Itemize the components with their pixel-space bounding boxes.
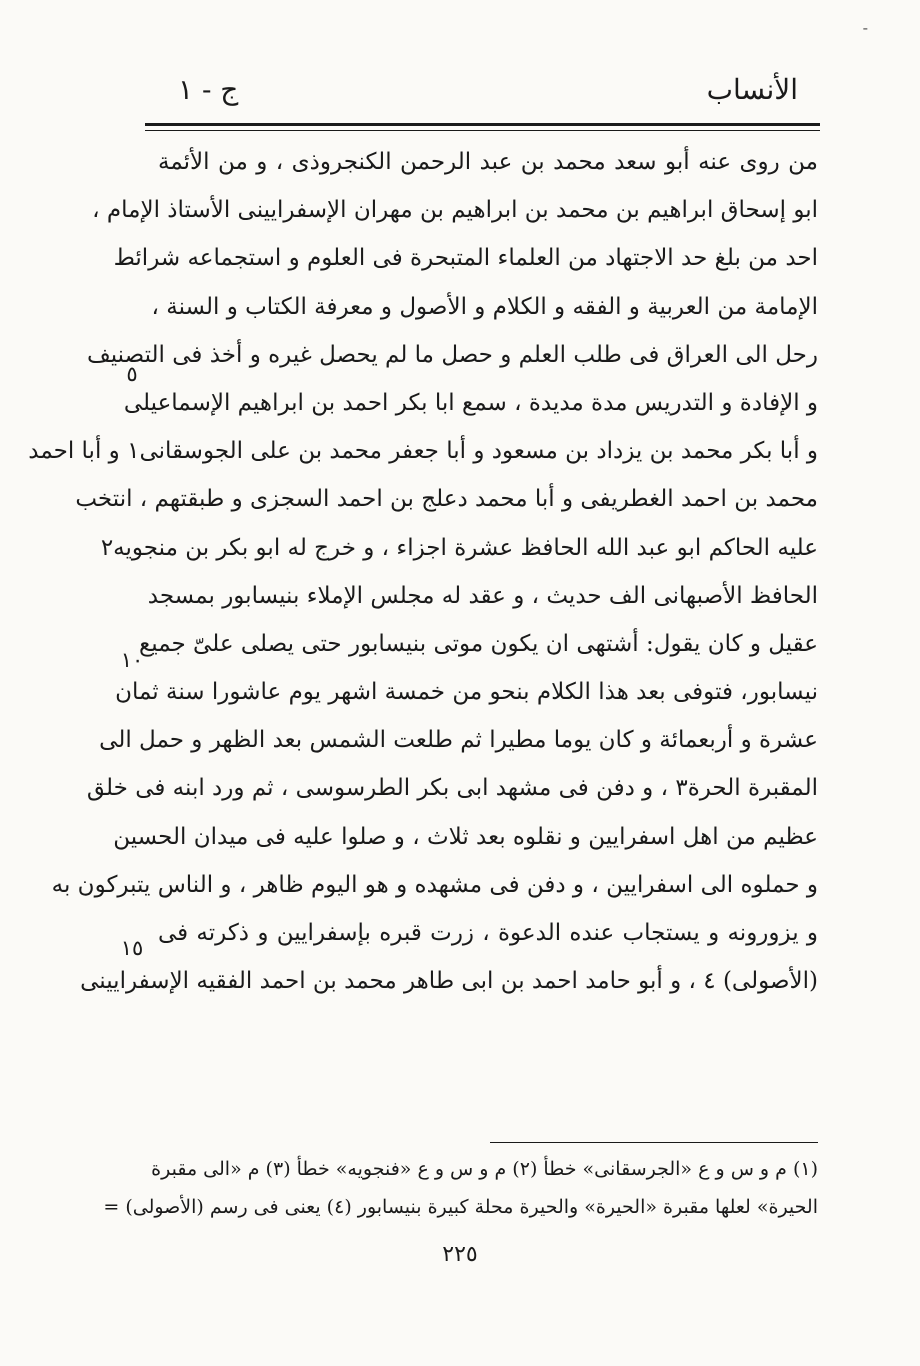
text-line: المقبرة الحرة٣ ، و دفن فى مشهد ابى بكر الطرسوسى ، ثم ورد ابنه فى خلق — [86, 775, 818, 802]
text-line: و حملوه الى اسفرايين ، و دفن فى مشهده و هو اليوم ظاهر ، و الناس يتبركون به — [51, 871, 818, 898]
text-line: عشرة و أربعمائة و كان يوما مطيرا ثم طلعت الشمس بعد الظهر و حمل الى — [99, 727, 818, 754]
text-line: عظيم من اهل اسفرايين و نقلوه بعد ثلاث ، و صلوا عليه فى ميدان الحسين — [113, 823, 818, 850]
text-line: نيسابور، فتوفى بعد هذا الكلام بنحو من خمسة اشهر يوم عاشورا سنة ثمان — [115, 679, 818, 706]
header-rule-thin — [145, 130, 820, 131]
line-number-5: ٥ — [126, 362, 138, 386]
header-rule-thick — [145, 123, 820, 126]
line-number-10: ١٠ — [120, 648, 144, 672]
text-line: عليه الحاكم ابو عبد الله الحافظ عشرة اجزاء ، و خرج له ابو بكر بن منجويه٢ — [100, 534, 818, 561]
page-number: ٢٢٥ — [442, 1242, 478, 1267]
text-line: محمد بن احمد الغطريفى و أبا محمد دعلج بن احمد السجزى و طبقتهم ، انتخب — [75, 486, 818, 513]
margin-mark: - — [862, 18, 868, 37]
footnote-line: الحيرة» لعلها مقبرة «الحيرة» والحيرة محلة كبيرة بنيسابور (٤) يعنى فى رسم (الأصولى) = — [103, 1196, 818, 1218]
footnote-line: (١) م و س و ع «الجرسقانى» خطأ (٢) م و س و ع «فنجويه» خطأ (٣) م «الى مقبرة — [151, 1158, 818, 1180]
text-line: رحل الى العراق فى طلب العلم و حصل ما لم يحصل غيره و أخذ فى التصنيف — [86, 341, 818, 368]
line-number-15: ١٥ — [120, 936, 144, 960]
text-line: من روى عنه أبو سعد محمد بن عبد الرحمن الكنجروذى ، و من الأئمة — [158, 149, 818, 175]
text-line: احد من بلغ حد الاجتهاد من العلماء المتبحرة فى العلوم و استجماعه شرائط — [113, 245, 818, 272]
text-line: و أبا بكر محمد بن يزداد بن مسعود و أبا جعفر محمد بن على الجوسقانى١ و أبا احمد — [28, 438, 818, 465]
text-line: ابو إسحاق ابراهيم بن محمد بن ابراهيم بن مهران الإسفرايينى الأستاذ الإمام ، — [92, 197, 818, 224]
running-title: الأنساب — [706, 73, 798, 106]
text-line: و الإفادة و التدريس مدة مديدة ، سمع ابا بكر احمد بن ابراهيم الإسماعيلى — [123, 389, 818, 416]
footnotes — [103, 1150, 818, 1226]
text-line: و يزورونه و يستجاب عنده الدعوة ، زرت قبره بإسفرايين و ذكرته فى — [158, 920, 818, 946]
volume-label: ج - ١ — [178, 73, 239, 106]
text-line: الإمامة من العربية و الفقه و الكلام و الأصول و معرفة الكتاب و السنة ، — [151, 293, 818, 320]
text-line: الحافظ الأصبهانى الف حديث ، و عقد له مجلس الإملاء بنيسابور بمسجد — [147, 582, 818, 609]
text-line: (الأصولى) ٤ ، و أبو حامد احمد بن ابى طاهر محمد بن احمد الفقيه الإسفرايينى — [80, 968, 818, 995]
footnote-rule — [490, 1142, 818, 1143]
text-line: عقيل و كان يقول: أشتهى ان يكون موتى بنيسابور حتى يصلى علىّ جميع — [139, 630, 818, 657]
